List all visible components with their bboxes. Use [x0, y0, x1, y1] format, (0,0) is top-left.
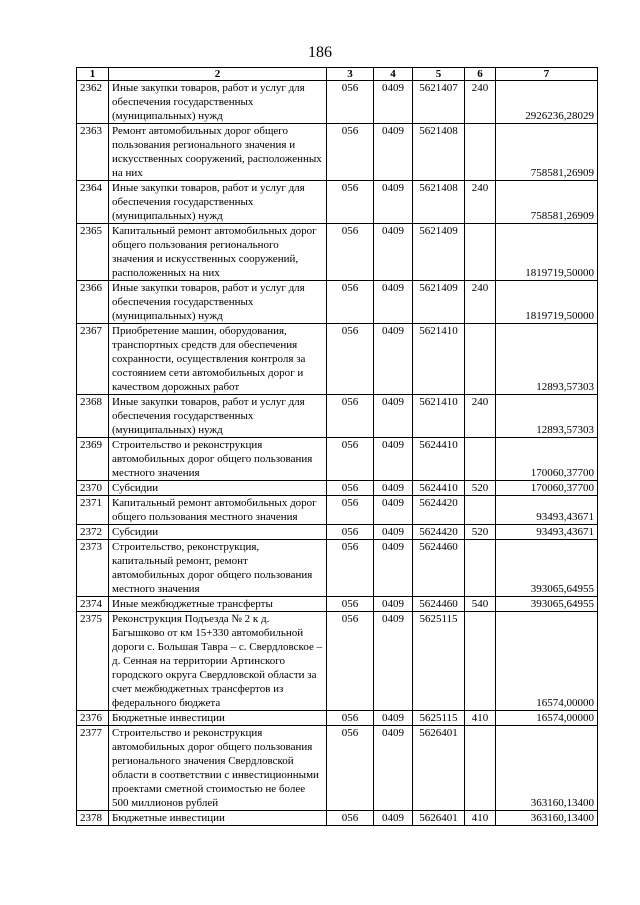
- row-name: Реконструкция Подъезда № 2 к д. Багышково от км 15+330 автомобильной дороги с. Большая Тавра – с. Свердловское – д. Сенная на территории Артинского городского округа Свердловской области за счет межбюджетных трансфертов из федерального бюджета: [109, 612, 327, 711]
- row-number: 2378: [77, 811, 109, 826]
- row-section-code: 0409: [374, 224, 413, 281]
- table-row: [77, 438, 598, 481]
- row-number: 2377: [77, 726, 109, 811]
- row-expense-type: 410: [465, 811, 496, 826]
- table-body: [77, 81, 598, 826]
- row-name: Ремонт автомобильных дорог общего пользования регионального значения и искусственных сооружений, расположенных на них: [109, 124, 327, 181]
- table-row: [77, 811, 598, 826]
- row-amount: 758581,26909: [496, 181, 598, 224]
- row-name: Субсидии: [109, 525, 327, 540]
- row-target-code: 5624410: [413, 481, 465, 496]
- row-section-code: 0409: [374, 726, 413, 811]
- row-name: Иные закупки товаров, работ и услуг для обеспечения государственных (муниципальных) нужд: [109, 81, 327, 124]
- row-section-code: 0409: [374, 525, 413, 540]
- row-amount: 170060,37700: [496, 438, 598, 481]
- row-section-code: 0409: [374, 81, 413, 124]
- row-section-code: 0409: [374, 438, 413, 481]
- row-amount: 16574,00000: [496, 612, 598, 711]
- row-number: 2362: [77, 81, 109, 124]
- table-row: [77, 612, 598, 711]
- row-number: 2367: [77, 324, 109, 395]
- row-name: Иные межбюджетные трансферты: [109, 597, 327, 612]
- row-amount: 12893,57303: [496, 324, 598, 395]
- table-row: [77, 726, 598, 811]
- row-name: Бюджетные инвестиции: [109, 711, 327, 726]
- row-amount: 363160,13400: [496, 726, 598, 811]
- table-row: [77, 181, 598, 224]
- row-target-code: 5621410: [413, 324, 465, 395]
- row-target-code: 5621408: [413, 124, 465, 181]
- row-admin-code: 056: [327, 281, 374, 324]
- row-section-code: 0409: [374, 811, 413, 826]
- budget-table: [76, 67, 598, 826]
- row-number: 2376: [77, 711, 109, 726]
- table-row: [77, 711, 598, 726]
- row-target-code: 5624460: [413, 597, 465, 612]
- row-name: Субсидии: [109, 481, 327, 496]
- row-section-code: 0409: [374, 540, 413, 597]
- row-section-code: 0409: [374, 124, 413, 181]
- row-expense-type: [465, 324, 496, 395]
- row-admin-code: 056: [327, 81, 374, 124]
- row-expense-type: [465, 496, 496, 525]
- row-number: 2369: [77, 438, 109, 481]
- row-target-code: 5621409: [413, 224, 465, 281]
- row-admin-code: 056: [327, 540, 374, 597]
- row-target-code: 5621410: [413, 395, 465, 438]
- row-name: Строительство и реконструкция автомобильных дорог общего пользования регионального значения Свердловской области в соответствии с инвестиционными проектами сметной стоимостью не более 500 миллионов рублей: [109, 726, 327, 811]
- row-section-code: 0409: [374, 324, 413, 395]
- row-section-code: 0409: [374, 481, 413, 496]
- row-expense-type: 520: [465, 481, 496, 496]
- row-admin-code: 056: [327, 481, 374, 496]
- row-expense-type: [465, 438, 496, 481]
- row-name: Приобретение машин, оборудования, транспортных средств для обеспечения сохранности, осуществления контроля за состоянием сети автомобильных дорог и качеством дорожных работ: [109, 324, 327, 395]
- row-number: 2374: [77, 597, 109, 612]
- row-section-code: 0409: [374, 181, 413, 224]
- row-name: Капитальный ремонт автомобильных дорог общего пользования местного значения: [109, 496, 327, 525]
- row-admin-code: 056: [327, 612, 374, 711]
- row-expense-type: [465, 124, 496, 181]
- row-amount: 758581,26909: [496, 124, 598, 181]
- column-header: 5: [413, 68, 465, 81]
- row-expense-type: 240: [465, 395, 496, 438]
- column-header: 6: [465, 68, 496, 81]
- row-amount: 1819719,50000: [496, 281, 598, 324]
- row-expense-type: [465, 612, 496, 711]
- table-row: [77, 481, 598, 496]
- row-expense-type: [465, 540, 496, 597]
- row-section-code: 0409: [374, 711, 413, 726]
- column-header: 2: [109, 68, 327, 81]
- row-amount: 93493,43671: [496, 525, 598, 540]
- row-target-code: 5625115: [413, 612, 465, 711]
- table-row: [77, 81, 598, 124]
- table-row: [77, 324, 598, 395]
- row-expense-type: 410: [465, 711, 496, 726]
- row-number: 2372: [77, 525, 109, 540]
- row-amount: 1819719,50000: [496, 224, 598, 281]
- row-admin-code: 056: [327, 711, 374, 726]
- row-amount: 2926236,28029: [496, 81, 598, 124]
- row-admin-code: 056: [327, 124, 374, 181]
- row-admin-code: 056: [327, 525, 374, 540]
- row-expense-type: [465, 224, 496, 281]
- column-header: 4: [374, 68, 413, 81]
- row-target-code: 5624420: [413, 496, 465, 525]
- row-admin-code: 056: [327, 324, 374, 395]
- row-expense-type: 240: [465, 81, 496, 124]
- table-row: [77, 540, 598, 597]
- row-target-code: 5624410: [413, 438, 465, 481]
- row-amount: 393065,64955: [496, 540, 598, 597]
- row-amount: 93493,43671: [496, 496, 598, 525]
- row-admin-code: 056: [327, 181, 374, 224]
- row-name: Капитальный ремонт автомобильных дорог общего пользования регионального значения и искусственных сооружений, расположенных на них: [109, 224, 327, 281]
- row-number: 2365: [77, 224, 109, 281]
- row-number: 2371: [77, 496, 109, 525]
- table-header-row: [77, 68, 598, 81]
- table-row: [77, 597, 598, 612]
- row-section-code: 0409: [374, 496, 413, 525]
- column-header: 7: [496, 68, 598, 81]
- page-number: 186: [308, 44, 332, 61]
- row-section-code: 0409: [374, 612, 413, 711]
- table-row: [77, 525, 598, 540]
- table-row: [77, 124, 598, 181]
- row-admin-code: 056: [327, 438, 374, 481]
- row-number: 2366: [77, 281, 109, 324]
- row-name: Строительство и реконструкция автомобильных дорог общего пользования местного значения: [109, 438, 327, 481]
- row-name: Бюджетные инвестиции: [109, 811, 327, 826]
- row-expense-type: [465, 726, 496, 811]
- row-target-code: 5621409: [413, 281, 465, 324]
- row-admin-code: 056: [327, 811, 374, 826]
- row-name: Иные закупки товаров, работ и услуг для обеспечения государственных (муниципальных) нужд: [109, 281, 327, 324]
- row-target-code: 5625115: [413, 711, 465, 726]
- row-admin-code: 056: [327, 597, 374, 612]
- row-target-code: 5624420: [413, 525, 465, 540]
- table-row: [77, 224, 598, 281]
- row-number: 2364: [77, 181, 109, 224]
- row-target-code: 5624460: [413, 540, 465, 597]
- row-admin-code: 056: [327, 395, 374, 438]
- row-amount: 170060,37700: [496, 481, 598, 496]
- row-name: Строительство, реконструкция, капитальный ремонт, ремонт автомобильных дорог общего пользования местного значения: [109, 540, 327, 597]
- row-target-code: 5626401: [413, 811, 465, 826]
- row-amount: 393065,64955: [496, 597, 598, 612]
- row-admin-code: 056: [327, 726, 374, 811]
- row-admin-code: 056: [327, 496, 374, 525]
- row-name: Иные закупки товаров, работ и услуг для обеспечения государственных (муниципальных) нужд: [109, 181, 327, 224]
- table-row: [77, 281, 598, 324]
- column-header: 1: [77, 68, 109, 81]
- row-number: 2363: [77, 124, 109, 181]
- table-row: [77, 395, 598, 438]
- row-target-code: 5626401: [413, 726, 465, 811]
- row-number: 2368: [77, 395, 109, 438]
- row-amount: 363160,13400: [496, 811, 598, 826]
- column-header: 3: [327, 68, 374, 81]
- row-amount: 16574,00000: [496, 711, 598, 726]
- row-expense-type: 240: [465, 281, 496, 324]
- row-number: 2373: [77, 540, 109, 597]
- row-amount: 12893,57303: [496, 395, 598, 438]
- row-expense-type: 520: [465, 525, 496, 540]
- row-number: 2370: [77, 481, 109, 496]
- row-section-code: 0409: [374, 395, 413, 438]
- row-admin-code: 056: [327, 224, 374, 281]
- row-target-code: 5621408: [413, 181, 465, 224]
- row-name: Иные закупки товаров, работ и услуг для обеспечения государственных (муниципальных) нужд: [109, 395, 327, 438]
- row-expense-type: 240: [465, 181, 496, 224]
- row-number: 2375: [77, 612, 109, 711]
- row-section-code: 0409: [374, 597, 413, 612]
- row-expense-type: 540: [465, 597, 496, 612]
- row-section-code: 0409: [374, 281, 413, 324]
- row-target-code: 5621407: [413, 81, 465, 124]
- table-row: [77, 496, 598, 525]
